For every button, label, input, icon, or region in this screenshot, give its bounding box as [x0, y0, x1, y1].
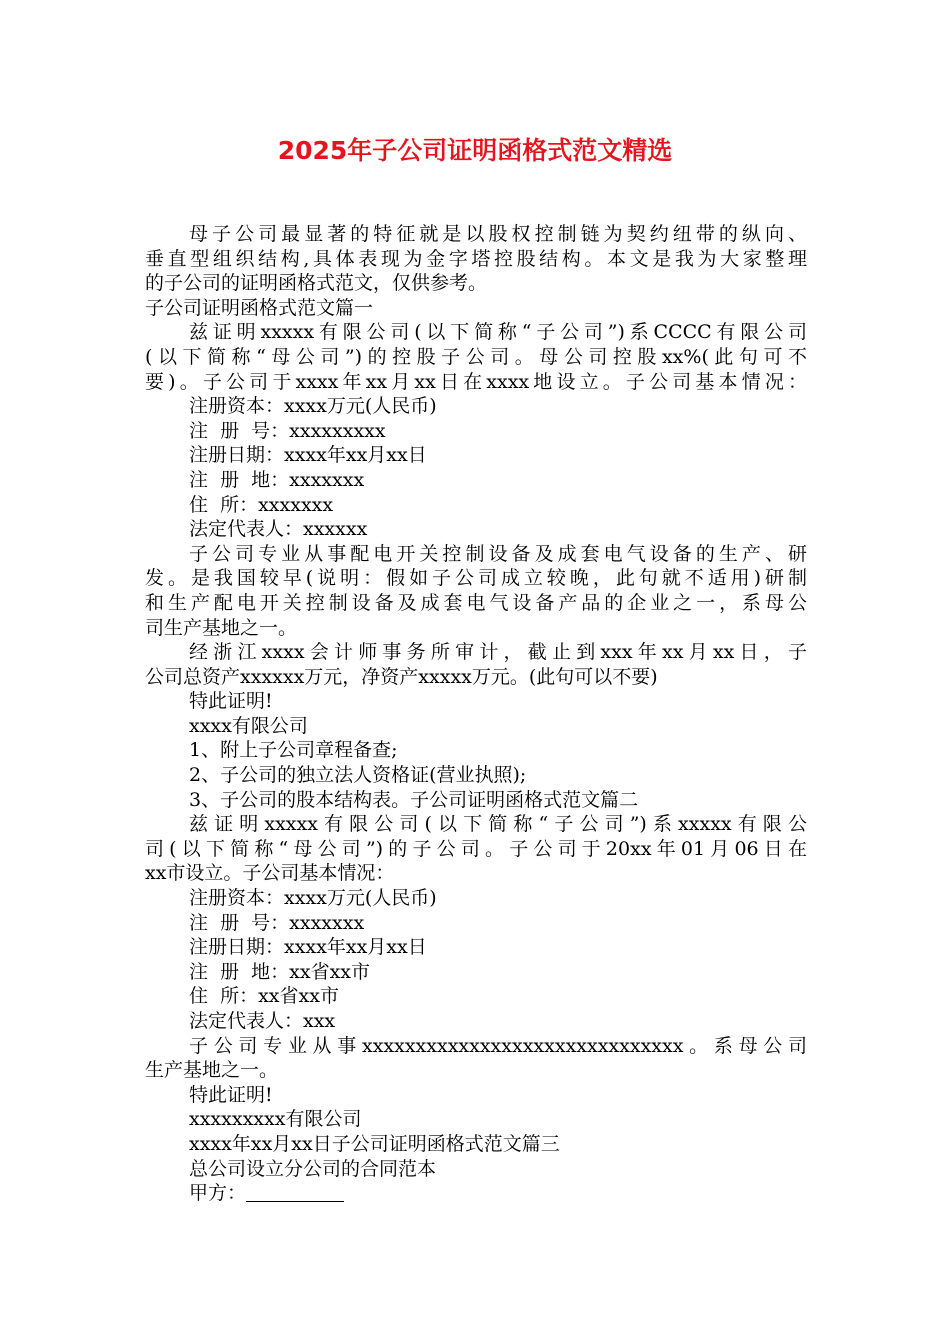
- section-heading: 子公司证明函格式范文篇一: [145, 296, 374, 319]
- info-line: 住 所：xxxxxxx: [189, 493, 334, 516]
- paragraph-line: 发。是我国较早(说明：假如子公司成立较晚，此句就不适用)研制: [145, 567, 807, 590]
- paragraph-line: 特此证明!: [189, 690, 273, 713]
- info-line: 注册日期：xxxx年xx月xx日: [189, 936, 427, 959]
- paragraph-line: xxxx有限公司: [189, 714, 308, 737]
- paragraph-line: 生产基地之一。: [145, 1059, 279, 1082]
- paragraph-line: xx市设立。子公司基本情况：: [145, 862, 395, 885]
- paragraph-line: 的子公司的证明函格式范文，仅供参考。: [145, 272, 488, 295]
- document-title: 2025年子公司证明函格式范文精选: [277, 136, 673, 165]
- paragraph-line: 兹证明xxxxx有限公司(以下简称“子公司”)系CCCC有限公司: [189, 321, 807, 344]
- paragraph-line: 要)。子公司于xxxx年xx月xx日在xxxx地设立。子公司基本情况：: [145, 370, 807, 393]
- paragraph-line: 司(以下简称“母公司”)的子公司。子公司于20xx年01月06日在: [145, 837, 807, 860]
- paragraph-line: xxxxxxxxx有限公司: [189, 1108, 362, 1131]
- paragraph-line: 和生产配电开关控制设备及成套电气设备产品的企业之一，系母公: [145, 591, 807, 614]
- document-body: [145, 222, 807, 1206]
- info-line: 注 册 号：xxxxxxxxx: [189, 419, 386, 442]
- paragraph-line: 公司总资产xxxxxx万元，净资产xxxxx万元。(此句可以不要): [145, 665, 658, 688]
- paragraph-line: 子公司专业从事xxxxxxxxxxxxxxxxxxxxxxxxxxxxxx。系母公司: [189, 1034, 807, 1057]
- paragraph-line: xxxx年xx月xx日子公司证明函格式范文篇三: [189, 1132, 560, 1155]
- list-item: 1、附上子公司章程备查;: [189, 739, 398, 762]
- paragraph-line: (以下简称“母公司”)的控股子公司。母公司控股xx%(此句可不: [145, 345, 807, 368]
- info-line: 住 所：xx省xx市: [189, 985, 339, 1008]
- info-line: 法定代表人：xxxxxx: [189, 518, 368, 541]
- paragraph-line: 经浙江xxxx会计师事务所审计，截止到xxx年xx月xx日，子: [189, 641, 807, 664]
- info-line: 注册资本：xxxx万元(人民币): [189, 395, 437, 418]
- list-item: 3、子公司的股本结构表。子公司证明函格式范文篇二: [189, 788, 639, 811]
- paragraph-line: 兹证明xxxxx有限公司(以下简称“子公司”)系xxxxx有限公: [189, 813, 807, 836]
- paragraph-line: 垂直型组织结构,具体表现为金字塔控股结构。本文是我为大家整理: [145, 247, 807, 270]
- info-line: 注册资本：xxxx万元(人民币): [189, 887, 437, 910]
- info-line: 法定代表人：xxx: [189, 1010, 336, 1032]
- party-a-blank: [246, 1183, 344, 1202]
- party-a-line: [145, 1181, 807, 1206]
- paragraph-line: 母子公司最显著的特征就是以股权控制链为契约纽带的纵向、: [189, 223, 807, 245]
- info-line: 注册日期：xxxx年xx月xx日: [189, 444, 427, 467]
- party-a-label: 甲方：: [189, 1182, 247, 1205]
- paragraph-line: 总公司设立分公司的合同范本: [189, 1157, 437, 1180]
- list-item: 2、子公司的独立法人资格证(营业执照);: [189, 764, 527, 787]
- info-line: 注 册 号：xxxxxxx: [189, 911, 365, 934]
- info-line: 注 册 地：xxxxxxx: [189, 468, 365, 491]
- paragraph-line: 子公司专业从事配电开关控制设备及成套电气设备的生产、研: [189, 542, 807, 565]
- paragraph-line: 司生产基地之一。: [145, 616, 298, 639]
- info-line: 注 册 地：xx省xx市: [189, 960, 371, 983]
- paragraph-line: 特此证明!: [189, 1083, 273, 1106]
